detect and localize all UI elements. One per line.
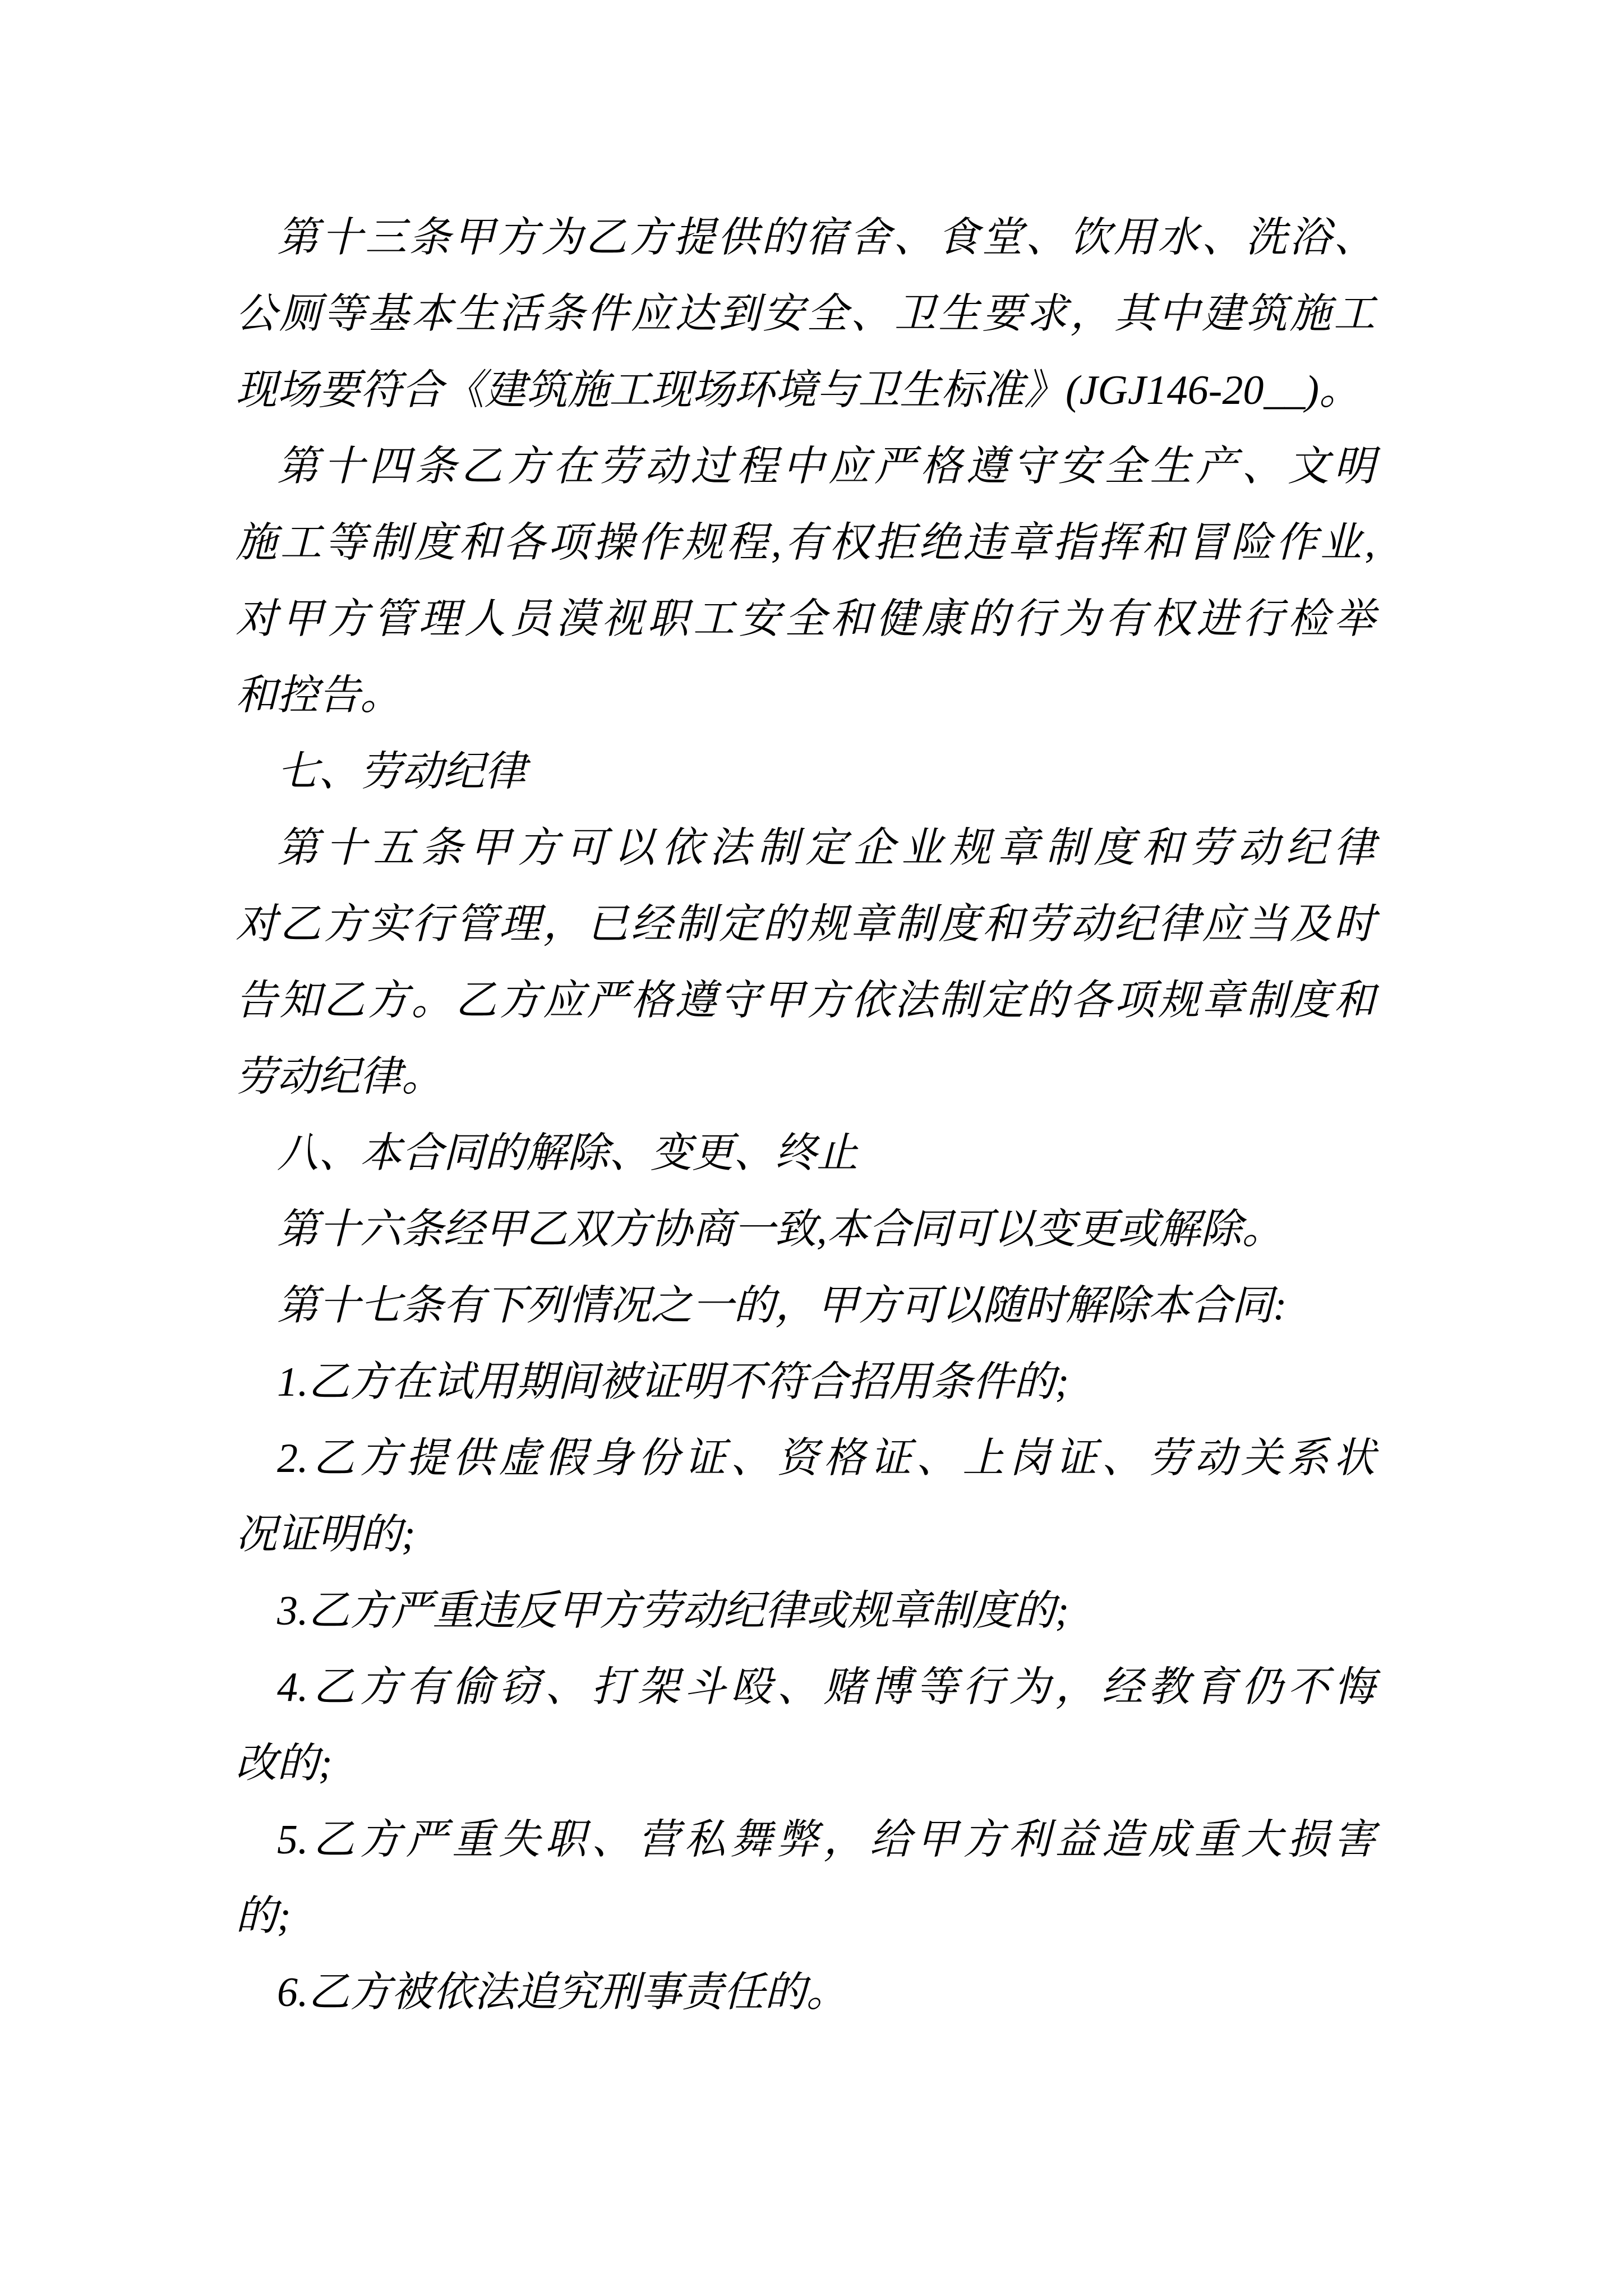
list-item-line: 5.乙方严重失职、营私舞弊，给甲方利益造成重大损害 — [277, 1817, 1375, 1863]
text-line: 和控告。 — [236, 673, 402, 719]
list-item-line: 4.乙方有偷窃、打架斗殴、赌博等行为，经教育仍不悔 — [277, 1664, 1375, 1710]
section-heading-line: 七、劳动纪律 — [277, 749, 526, 795]
list-item-line: 改的; — [236, 1741, 333, 1787]
contract-text-block — [236, 200, 1375, 2031]
list-item-line: 的; — [236, 1893, 291, 1939]
text-line: 第十六条经甲乙双方协商一致,本合同可以变更或解除。 — [277, 1207, 1284, 1253]
text-line: 公厕等基本生活条件应达到安全、卫生要求，其中建筑施工 — [236, 291, 1375, 337]
list-item-line: 况证明的; — [236, 1512, 416, 1558]
text-line: 第十三条甲方为乙方提供的宿舍、食堂、饮用水、洗浴、 — [277, 215, 1375, 261]
text-line: 对甲方管理人员漠视职工安全和健康的行为有权进行检举 — [236, 596, 1375, 642]
section-heading-line: 八、本合同的解除、变更、终止 — [277, 1130, 858, 1176]
list-item-line: 3.乙方严重违反甲方劳动纪律或规章制度的; — [277, 1588, 1069, 1634]
text-line: 现场要符合《建筑施工现场环境与卫生标准》(JGJ146-20__)。 — [236, 367, 1361, 413]
text-line: 施工等制度和各项操作规程,有权拒绝违章指挥和冒险作业, — [236, 520, 1375, 566]
text-line: 劳动纪律。 — [236, 1054, 443, 1100]
list-item-line: 1.乙方在试用期间被证明不符合招用条件的; — [277, 1359, 1069, 1405]
list-item-line: 6.乙方被依法追究刑事责任的。 — [277, 1970, 848, 2016]
text-line: 告知乙方。乙方应严格遵守甲方依法制定的各项规章制度和 — [236, 978, 1375, 1024]
text-line: 对乙方实行管理，已经制定的规章制度和劳动纪律应当及时 — [236, 901, 1375, 947]
text-line: 第十五条甲方可以依法制定企业规章制度和劳动纪律 — [277, 825, 1375, 871]
text-line: 第十四条乙方在劳动过程中应严格遵守安全生产、文明 — [277, 444, 1375, 490]
list-item-line: 2.乙方提供虚假身份证、资格证、上岗证、劳动关系状 — [277, 1435, 1375, 1481]
text-line: 第十七条有下列情况之一的，甲方可以随时解除本合同: — [277, 1283, 1287, 1329]
